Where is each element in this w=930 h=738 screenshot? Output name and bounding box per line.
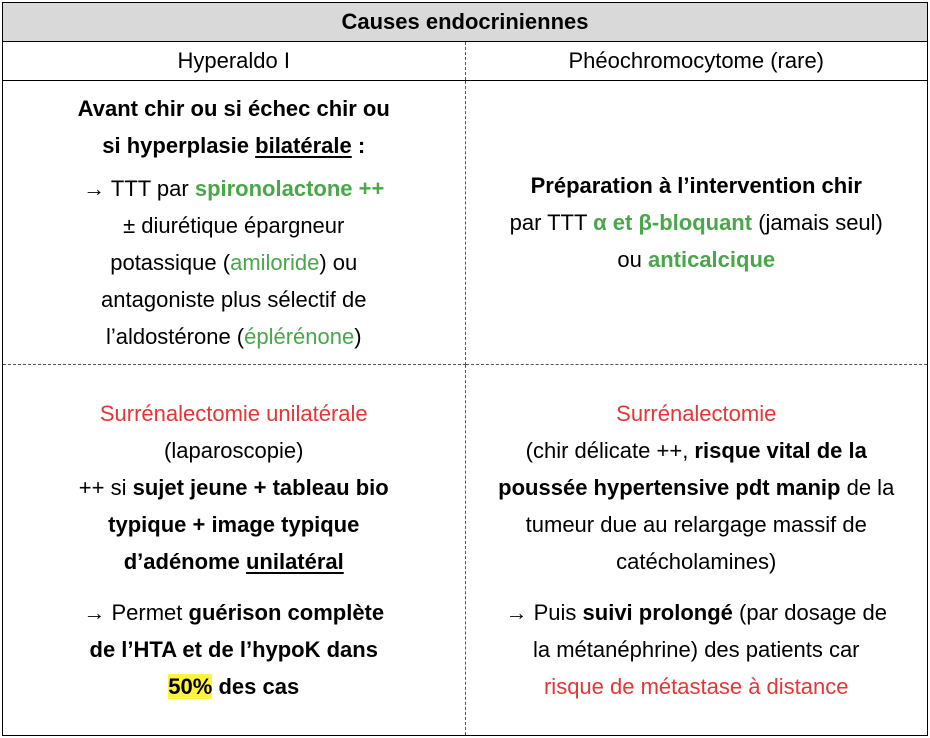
text-span: de l’HTA et de l’hypoK dans <box>89 637 378 662</box>
text-line <box>466 594 928 631</box>
cell-pheo-medical <box>465 81 928 365</box>
text-span: ou <box>617 247 648 272</box>
text-line <box>3 90 465 127</box>
text-line <box>3 127 465 164</box>
text-line <box>3 506 465 543</box>
arrow-icon: → <box>83 600 106 625</box>
text-line <box>3 594 465 631</box>
text-span: guérison complète <box>188 600 385 625</box>
text-span: (par dosage de <box>732 600 887 625</box>
text-span: ± diurétique épargneur <box>123 213 345 238</box>
drug-name: α et β-bloquant <box>593 210 753 235</box>
text-line <box>466 469 928 506</box>
drug-name: amiloride <box>230 250 320 275</box>
text-line <box>3 170 465 207</box>
text-span: ) <box>354 324 362 349</box>
text-line <box>466 395 928 432</box>
text-span: Préparation à l’intervention chir <box>530 173 862 198</box>
text-span: (chir délicate ++, <box>525 438 695 463</box>
table-title: Causes endocriniennes <box>3 3 928 42</box>
text-line <box>3 318 465 355</box>
text-span: si hyperplasie <box>102 133 256 158</box>
underlined-text: unilatéral <box>245 549 344 574</box>
text-span: poussée hypertensive pdt manip <box>498 475 841 500</box>
text-line <box>466 241 928 278</box>
text-span: Avant chir ou si échec chir ou <box>77 96 390 121</box>
text-span: tumeur due au relargage massif de <box>525 512 867 537</box>
text-span: ) ou <box>319 250 358 275</box>
text-span: sujet jeune + tableau bio <box>132 475 389 500</box>
text-span: de la <box>840 475 895 500</box>
text-span: Surrénalectomie unilatérale <box>99 401 368 426</box>
text-span: Permet <box>105 600 189 625</box>
text-line <box>466 631 928 668</box>
text-span: ++ si <box>78 475 133 500</box>
text-line <box>3 668 465 705</box>
drug-name: spironolactone ++ <box>194 176 385 201</box>
text-line <box>3 395 465 432</box>
text-line <box>466 506 928 543</box>
text-span: Surrénalectomie <box>616 401 777 426</box>
arrow-icon: → <box>83 176 106 201</box>
text-span: (jamais seul) <box>752 210 883 235</box>
cell-pheo-surgery <box>465 365 928 736</box>
text-span: : <box>351 133 366 158</box>
text-span: des cas <box>212 674 300 699</box>
text-line <box>466 432 928 469</box>
drug-name: éplérénone <box>244 324 355 349</box>
text-span: risque de métastase à distance <box>543 674 849 699</box>
text-span: suivi prolongé <box>582 600 733 625</box>
text-span: l’aldostérone ( <box>105 324 245 349</box>
highlighted-percentage: 50% <box>168 674 213 699</box>
text-span: potassique ( <box>110 250 231 275</box>
header-pheochromocytome: Phéochromocytome (rare) <box>465 42 928 81</box>
text-span: par TTT <box>509 210 594 235</box>
text-span: d’adénome <box>123 549 246 574</box>
text-line <box>3 207 465 244</box>
text-line <box>3 281 465 318</box>
text-line <box>3 631 465 668</box>
text-span: catécholamines) <box>616 549 777 574</box>
text-line <box>3 244 465 281</box>
header-hyperaldo: Hyperaldo I <box>3 42 466 81</box>
text-line <box>3 543 465 580</box>
arrow-icon: → <box>505 600 528 625</box>
cell-hyperaldo-surgery <box>3 365 466 736</box>
text-line <box>466 204 928 241</box>
text-span: typique + image typique <box>108 512 360 537</box>
text-line <box>466 543 928 580</box>
text-line <box>3 432 465 469</box>
text-line <box>466 668 928 705</box>
text-span: TTT par <box>105 176 195 201</box>
underlined-text: bilatérale <box>255 133 352 158</box>
text-line <box>466 167 928 204</box>
drug-name: anticalcique <box>647 247 776 272</box>
text-span: antagoniste plus sélectif de <box>101 287 367 312</box>
text-span: Puis <box>527 600 583 625</box>
text-line <box>3 469 465 506</box>
endocrine-causes-table <box>2 2 928 736</box>
cell-hyperaldo-medical <box>3 81 466 365</box>
text-span: risque vital de la <box>694 438 867 463</box>
text-span: la métanéphrine) des patients car <box>532 637 860 662</box>
text-span: (laparoscopie) <box>164 438 304 463</box>
